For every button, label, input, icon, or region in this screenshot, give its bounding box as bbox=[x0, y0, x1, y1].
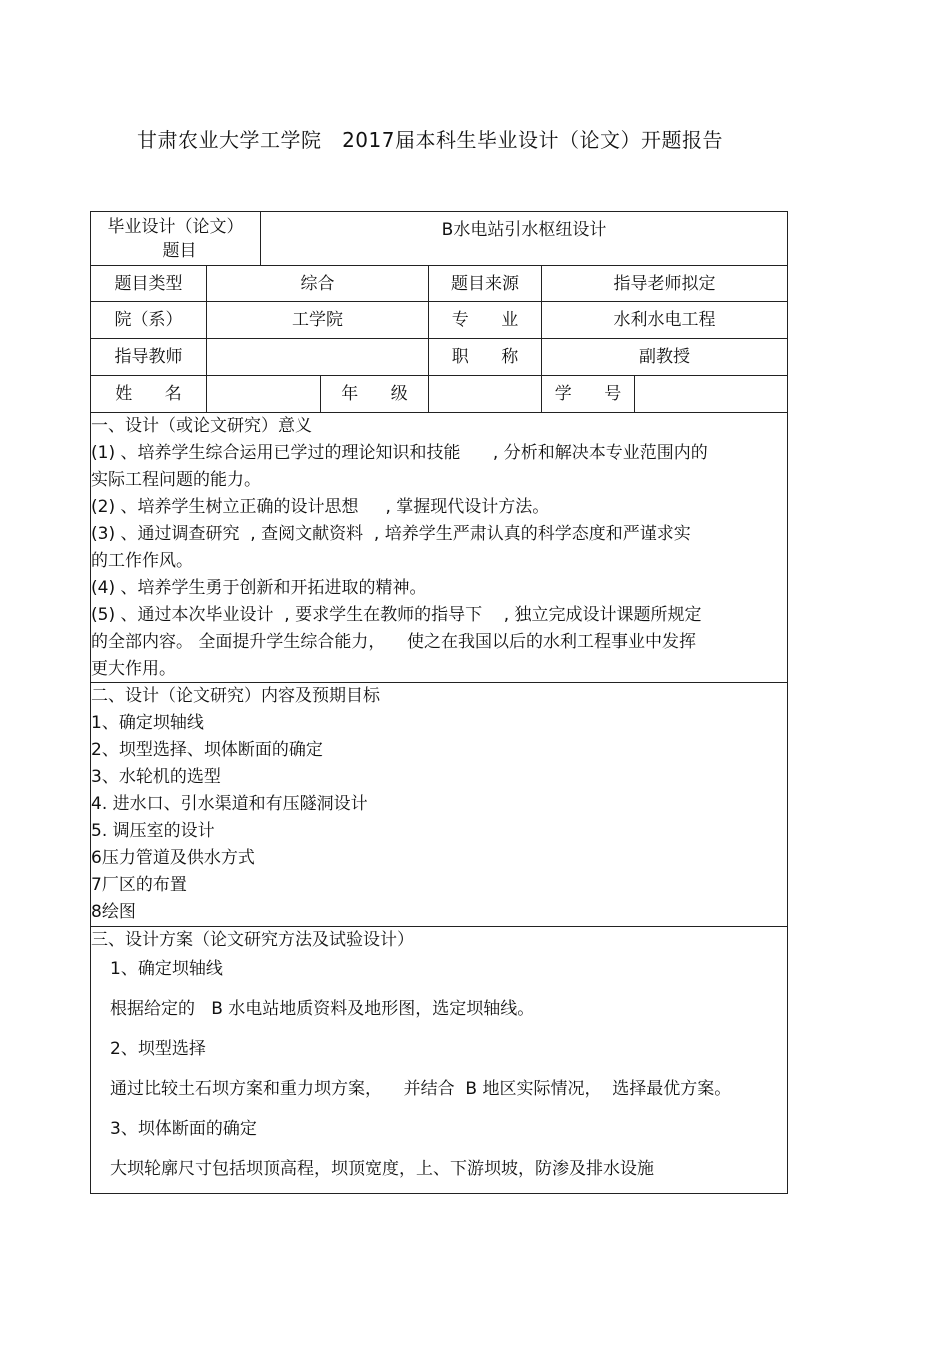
list-item: 2、坝型选择、坝体断面的确定 bbox=[91, 740, 323, 760]
section-line: 的全部内容。 全面提升学生综合能力， 使之在我国以后的水利工程事业中发挥 bbox=[91, 632, 697, 652]
section-line: 更大作用。 bbox=[91, 659, 176, 679]
list-item: 3、水轮机的选型 bbox=[91, 767, 221, 787]
section-line: (2) 、培养学生树立正确的设计思想 , 掌握现代设计方法。 bbox=[91, 497, 550, 517]
name-value bbox=[207, 376, 320, 412]
section-line: (1) 、培养学生综合运用已学过的理论知识和技能 , 分析和解决本专业范围内的 bbox=[91, 443, 708, 463]
subheading: 2、坝型选择 bbox=[110, 1039, 206, 1059]
list-item: 5. 调压室的设计 bbox=[91, 821, 215, 841]
paragraph: 大坝轮廓尺寸包括坝顶高程，坝顶宽度，上、下游坝坡，防渗及排水设施 bbox=[110, 1159, 654, 1179]
section-heading: 一、设计（或论文研究）意义 bbox=[91, 416, 312, 436]
list-item: 1、确定坝轴线 bbox=[91, 713, 204, 733]
grade-value bbox=[429, 376, 541, 412]
section-heading: 二、设计（论文研究）内容及预期目标 bbox=[91, 686, 380, 706]
topic-label bbox=[91, 212, 260, 265]
source-label: 题目来源 bbox=[451, 273, 519, 294]
section-heading: 三、设计方案（论文研究方法及试验设计） bbox=[91, 930, 414, 950]
type-label: 题目类型 bbox=[114, 273, 183, 294]
list-item: 6压力管道及供水方式 bbox=[91, 848, 255, 868]
topic-label-line2: 题目 bbox=[162, 240, 197, 261]
advisor-value bbox=[207, 339, 428, 375]
source-value: 指导老师拟定 bbox=[613, 273, 716, 294]
type-value: 综合 bbox=[300, 273, 335, 294]
topic-label-line1: 毕业设计（论文） bbox=[107, 216, 244, 237]
advisor-label: 指导教师 bbox=[114, 347, 183, 367]
college-value: 工学院 bbox=[292, 310, 343, 330]
rank-label: 职 称 bbox=[451, 347, 519, 367]
page-title: 甘肃农业大学工学院 2017届本科生毕业设计（论文）开题报告 bbox=[137, 128, 723, 152]
subheading: 1、确定坝轴线 bbox=[110, 959, 223, 979]
list-item: 8绘图 bbox=[91, 902, 136, 922]
section-design-plan bbox=[91, 927, 787, 1183]
subheading: 3、坝体断面的确定 bbox=[110, 1119, 257, 1139]
college-label: 院（系） bbox=[114, 310, 183, 330]
topic-value: B水电站引水枢纽设计 bbox=[441, 220, 607, 240]
list-item: 4. 进水口、引水渠道和有压隧洞设计 bbox=[91, 794, 368, 814]
paragraph: 根据给定的 B 水电站地质资料及地形图，选定坝轴线。 bbox=[110, 999, 535, 1019]
section-line: (4) 、培养学生勇于创新和开拓进取的精神。 bbox=[91, 578, 427, 598]
section-line: 实际工程问题的能力。 bbox=[91, 470, 261, 490]
rank-value: 副教授 bbox=[639, 347, 690, 367]
major-value: 水利水电工程 bbox=[613, 310, 716, 330]
section-significance bbox=[91, 413, 787, 683]
section-line: (3) 、通过调查研究 , 查阅文献资料 , 培养学生严肃认真的科学态度和严谨求实 bbox=[91, 524, 691, 544]
section-line: (5) 、通过本次毕业设计 , 要求学生在教师的指导下 , 独立完成设计课题所规定 bbox=[91, 605, 702, 625]
section-content-goals bbox=[91, 683, 787, 926]
grade-label: 年 级 bbox=[341, 384, 408, 404]
name-label: 姓 名 bbox=[115, 384, 182, 404]
list-item: 7厂区的布置 bbox=[91, 875, 187, 895]
major-label: 专 业 bbox=[451, 310, 519, 330]
student-id-label: 学 号 bbox=[554, 384, 622, 404]
section-line: 的工作作风。 bbox=[91, 551, 193, 571]
paragraph: 通过比较土石坝方案和重力坝方案， 并结合 B 地区实际情况， 选择最优方案。 bbox=[110, 1079, 732, 1099]
student-id-value bbox=[635, 376, 787, 412]
